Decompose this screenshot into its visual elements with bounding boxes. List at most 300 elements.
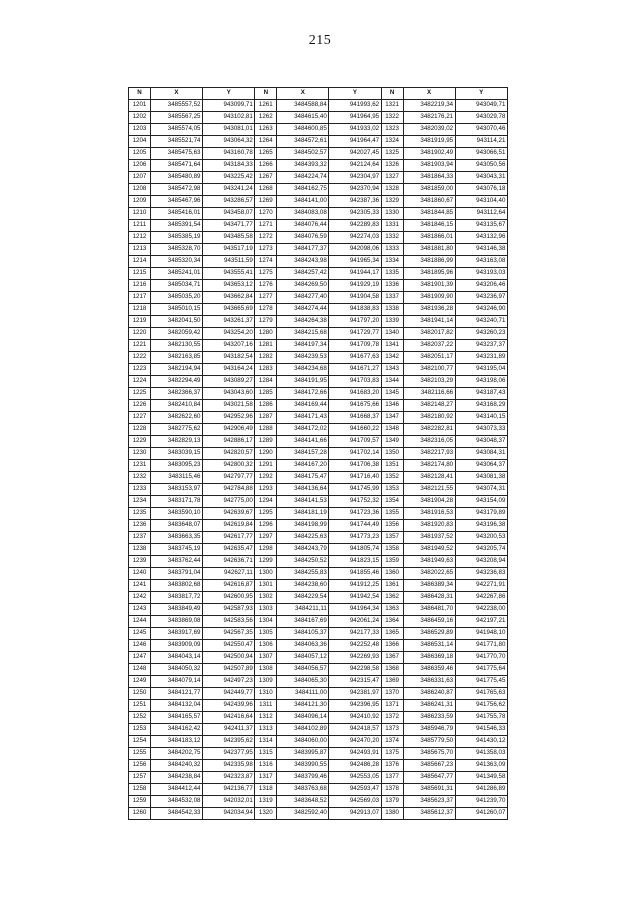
- cell-y: 943225,42: [203, 172, 255, 184]
- table-row: [129, 400, 508, 412]
- cell-y: 941823,15: [329, 556, 381, 568]
- table-row: [129, 424, 508, 436]
- cell-x: 3484239,53: [277, 352, 329, 364]
- cell-n: 1279: [255, 316, 277, 328]
- cell-n: 1260: [129, 808, 151, 820]
- cell-n: 1364: [381, 616, 403, 628]
- cell-n: 1278: [255, 304, 277, 316]
- cell-n: 1262: [255, 112, 277, 124]
- cell-x: 3484240,32: [151, 760, 203, 772]
- cell-x: 3485391,54: [151, 220, 203, 232]
- cell-x: 3481866,01: [403, 232, 455, 244]
- cell-y: 941904,58: [329, 292, 381, 304]
- cell-y: 942470,20: [329, 736, 381, 748]
- cell-y: 941756,62: [455, 700, 507, 712]
- cell-x: 3486428,31: [403, 592, 455, 604]
- cell-x: 3485385,19: [151, 232, 203, 244]
- cell-n: 1348: [381, 424, 403, 436]
- cell-n: 1217: [129, 292, 151, 304]
- cell-n: 1307: [255, 652, 277, 664]
- table-row: [129, 520, 508, 532]
- cell-y: 941964,47: [329, 136, 381, 148]
- cell-x: 3483799,46: [277, 772, 329, 784]
- cell-x: 3485612,37: [403, 808, 455, 820]
- cell-n: 1342: [381, 352, 403, 364]
- cell-n: 1268: [255, 184, 277, 196]
- cell-y: 942820,57: [203, 448, 255, 460]
- cell-x: 3484076,44: [277, 220, 329, 232]
- cell-n: 1359: [381, 556, 403, 568]
- table-row: [129, 604, 508, 616]
- cell-y: 942500,94: [203, 652, 255, 664]
- cell-x: 3484234,68: [277, 364, 329, 376]
- cell-n: 1323: [381, 124, 403, 136]
- table-row: [129, 184, 508, 196]
- cell-y: 943070,46: [455, 124, 507, 136]
- cell-n: 1287: [255, 412, 277, 424]
- cell-y: 942639,67: [203, 508, 255, 520]
- cell-y: 943140,15: [455, 412, 507, 424]
- cell-x: 3482130,55: [151, 340, 203, 352]
- cell-x: 3485034,71: [151, 280, 203, 292]
- cell-y: 941709,57: [329, 436, 381, 448]
- cell-y: 942569,03: [329, 796, 381, 808]
- cell-n: 1321: [381, 100, 403, 112]
- cell-n: 1357: [381, 532, 403, 544]
- cell-n: 1343: [381, 364, 403, 376]
- cell-y: 943555,41: [203, 268, 255, 280]
- cell-n: 1353: [381, 484, 403, 496]
- cell-x: 3485472,98: [151, 184, 203, 196]
- cell-x: 3483648,07: [151, 520, 203, 532]
- table-row: [129, 460, 508, 472]
- cell-x: 3484277,40: [277, 292, 329, 304]
- cell-y: 941752,32: [329, 496, 381, 508]
- cell-x: 3485521,74: [151, 136, 203, 148]
- cell-y: 943043,31: [455, 172, 507, 184]
- cell-n: 1378: [381, 784, 403, 796]
- cell-n: 1336: [381, 280, 403, 292]
- cell-x: 3486459,16: [403, 616, 455, 628]
- cell-n: 1250: [129, 688, 151, 700]
- cell-x: 3483909,09: [151, 640, 203, 652]
- table-row: [129, 364, 508, 376]
- cell-y: 943236,83: [455, 568, 507, 580]
- cell-y: 943104,40: [455, 196, 507, 208]
- cell-x: 3485416,01: [151, 208, 203, 220]
- cell-y: 942600,95: [203, 592, 255, 604]
- cell-y: 942486,28: [329, 760, 381, 772]
- cell-y: 943154,09: [455, 496, 507, 508]
- cell-x: 3484177,37: [277, 244, 329, 256]
- cell-x: 3484264,38: [277, 316, 329, 328]
- cell-n: 1222: [129, 352, 151, 364]
- cell-n: 1329: [381, 196, 403, 208]
- cell-n: 1358: [381, 544, 403, 556]
- cell-y: 941744,49: [329, 520, 381, 532]
- cell-x: 3482219,34: [403, 100, 455, 112]
- cell-x: 3485667,23: [403, 760, 455, 772]
- cell-y: 943081,01: [203, 124, 255, 136]
- cell-x: 3482622,60: [151, 412, 203, 424]
- cell-y: 941770,70: [455, 652, 507, 664]
- cell-x: 3483663,35: [151, 532, 203, 544]
- cell-x: 3485320,34: [151, 256, 203, 268]
- table-row: [129, 256, 508, 268]
- cell-n: 1263: [255, 124, 277, 136]
- cell-n: 1228: [129, 424, 151, 436]
- cell-x: 3482116,66: [403, 388, 455, 400]
- cell-x: 3484229,54: [277, 592, 329, 604]
- cell-n: 1285: [255, 388, 277, 400]
- cell-x: 3484076,59: [277, 232, 329, 244]
- cell-n: 1269: [255, 196, 277, 208]
- coordinates-table: [128, 87, 508, 820]
- cell-n: 1324: [381, 136, 403, 148]
- cell-x: 3484043,14: [151, 652, 203, 664]
- cell-y: 943231,89: [455, 352, 507, 364]
- cell-y: 941948,10: [455, 628, 507, 640]
- table-row: [129, 652, 508, 664]
- cell-y: 941993,62: [329, 100, 381, 112]
- table-body: [129, 100, 508, 820]
- cell-x: 3485691,31: [403, 784, 455, 796]
- table-row: [129, 316, 508, 328]
- table-row: [129, 484, 508, 496]
- cell-n: 1377: [381, 772, 403, 784]
- cell-y: 942507,89: [203, 664, 255, 676]
- cell-y: 943074,31: [455, 484, 507, 496]
- cell-y: 942304,97: [329, 172, 381, 184]
- cell-x: 3484165,57: [151, 712, 203, 724]
- cell-n: 1267: [255, 172, 277, 184]
- cell-y: 942305,33: [329, 208, 381, 220]
- cell-y: 941260,07: [455, 808, 507, 820]
- table-row: [129, 700, 508, 712]
- cell-n: 1205: [129, 148, 151, 160]
- cell-n: 1298: [255, 544, 277, 556]
- cell-y: 942269,93: [329, 652, 381, 664]
- cell-n: 1302: [255, 592, 277, 604]
- cell-y: 942395,62: [203, 736, 255, 748]
- cell-n: 1236: [129, 520, 151, 532]
- cell-y: 941239,70: [455, 796, 507, 808]
- cell-y: 943485,58: [203, 232, 255, 244]
- cell-x: 3483745,19: [151, 544, 203, 556]
- cell-n: 1372: [381, 712, 403, 724]
- cell-y: 941729,77: [329, 328, 381, 340]
- cell-n: 1286: [255, 400, 277, 412]
- cell-y: 943064,32: [203, 136, 255, 148]
- cell-x: 3483990,55: [277, 760, 329, 772]
- header-n-1: N: [129, 88, 151, 100]
- cell-y: 943102,81: [203, 112, 255, 124]
- cell-n: 1249: [129, 676, 151, 688]
- cell-x: 3484060,00: [277, 736, 329, 748]
- cell-n: 1251: [129, 700, 151, 712]
- cell-x: 3482017,82: [403, 328, 455, 340]
- table-row: [129, 280, 508, 292]
- cell-x: 3482103,29: [403, 376, 455, 388]
- cell-n: 1212: [129, 232, 151, 244]
- cell-y: 941805,74: [329, 544, 381, 556]
- cell-x: 3482366,37: [151, 388, 203, 400]
- cell-n: 1210: [129, 208, 151, 220]
- cell-n: 1297: [255, 532, 277, 544]
- cell-x: 3484243,98: [277, 256, 329, 268]
- cell-x: 3484141,66: [277, 436, 329, 448]
- table-row: [129, 472, 508, 484]
- header-x-1: X: [151, 88, 203, 100]
- cell-x: 3483917,69: [151, 628, 203, 640]
- cell-y: 942416,64: [203, 712, 255, 724]
- cell-n: 1246: [129, 640, 151, 652]
- cell-n: 1218: [129, 304, 151, 316]
- cell-y: 942098,06: [329, 244, 381, 256]
- cell-y: 943064,37: [455, 460, 507, 472]
- cell-y: 942583,56: [203, 616, 255, 628]
- table-row: [129, 748, 508, 760]
- cell-y: 943084,31: [455, 448, 507, 460]
- cell-n: 1351: [381, 460, 403, 472]
- cell-y: 941775,64: [455, 664, 507, 676]
- cell-x: 3484197,34: [277, 340, 329, 352]
- table-row: [129, 580, 508, 592]
- cell-y: 941838,83: [329, 304, 381, 316]
- cell-n: 1233: [129, 484, 151, 496]
- table-row: [129, 208, 508, 220]
- cell-y: 941706,38: [329, 460, 381, 472]
- cell-x: 3484183,12: [151, 736, 203, 748]
- cell-n: 1235: [129, 508, 151, 520]
- table-row: [129, 508, 508, 520]
- cell-x: 3483762,44: [151, 556, 203, 568]
- cell-n: 1276: [255, 280, 277, 292]
- cell-y: 942411,37: [203, 724, 255, 736]
- cell-x: 3484121,30: [277, 700, 329, 712]
- cell-x: 3484225,63: [277, 532, 329, 544]
- header-n-2: N: [255, 88, 277, 100]
- cell-x: 3485480,89: [151, 172, 203, 184]
- cell-x: 3484502,57: [277, 148, 329, 160]
- cell-x: 3481895,96: [403, 268, 455, 280]
- cell-n: 1225: [129, 388, 151, 400]
- cell-n: 1315: [255, 748, 277, 760]
- cell-n: 1232: [129, 472, 151, 484]
- cell-n: 1255: [129, 748, 151, 760]
- table-row: [129, 148, 508, 160]
- cell-x: 3484102,89: [277, 724, 329, 736]
- cell-y: 943237,37: [455, 340, 507, 352]
- cell-y: 943241,24: [203, 184, 255, 196]
- cell-n: 1332: [381, 232, 403, 244]
- cell-n: 1296: [255, 520, 277, 532]
- cell-n: 1367: [381, 652, 403, 664]
- cell-x: 3484238,84: [151, 772, 203, 784]
- cell-y: 942381,97: [329, 688, 381, 700]
- header-n-3: N: [381, 88, 403, 100]
- cell-x: 3484167,69: [277, 616, 329, 628]
- cell-x: 3481903,94: [403, 160, 455, 172]
- cell-x: 3484255,83: [277, 568, 329, 580]
- cell-n: 1273: [255, 244, 277, 256]
- cell-y: 943099,71: [203, 100, 255, 112]
- cell-y: 942410,92: [329, 712, 381, 724]
- cell-n: 1213: [129, 244, 151, 256]
- cell-y: 941933,02: [329, 124, 381, 136]
- cell-x: 3484175,47: [277, 472, 329, 484]
- cell-y: 943050,56: [455, 160, 507, 172]
- cell-y: 943254,20: [203, 328, 255, 340]
- cell-y: 942238,00: [455, 604, 507, 616]
- table-row: [129, 112, 508, 124]
- cell-n: 1293: [255, 484, 277, 496]
- cell-y: 941755,78: [455, 712, 507, 724]
- cell-n: 1244: [129, 616, 151, 628]
- cell-n: 1280: [255, 328, 277, 340]
- table-row: [129, 688, 508, 700]
- table-row: [129, 292, 508, 304]
- cell-y: 943160,78: [203, 148, 255, 160]
- cell-n: 1243: [129, 604, 151, 616]
- cell-x: 3484615,40: [277, 112, 329, 124]
- cell-y: 943114,21: [455, 136, 507, 148]
- cell-y: 941965,34: [329, 256, 381, 268]
- cell-x: 3486233,59: [403, 712, 455, 724]
- cell-x: 3484542,33: [151, 808, 203, 820]
- cell-x: 3483763,68: [277, 784, 329, 796]
- cell-x: 3484198,99: [277, 520, 329, 532]
- cell-x: 3484172,02: [277, 424, 329, 436]
- cell-x: 3485946,79: [403, 724, 455, 736]
- cell-n: 1275: [255, 268, 277, 280]
- cell-y: 942952,96: [203, 412, 255, 424]
- cell-y: 942396,95: [329, 700, 381, 712]
- cell-n: 1347: [381, 412, 403, 424]
- cell-n: 1339: [381, 316, 403, 328]
- cell-n: 1226: [129, 400, 151, 412]
- cell-n: 1352: [381, 472, 403, 484]
- cell-y: 942335,98: [203, 760, 255, 772]
- cell-n: 1292: [255, 472, 277, 484]
- table-row: [129, 796, 508, 808]
- table-row: [129, 268, 508, 280]
- cell-n: 1202: [129, 112, 151, 124]
- cell-n: 1254: [129, 736, 151, 748]
- cell-y: 942418,57: [329, 724, 381, 736]
- cell-x: 3482037,22: [403, 340, 455, 352]
- cell-x: 3484162,75: [277, 184, 329, 196]
- cell-x: 3482194,94: [151, 364, 203, 376]
- cell-x: 3486241,31: [403, 700, 455, 712]
- cell-x: 3482148,27: [403, 400, 455, 412]
- cell-x: 3485471,64: [151, 160, 203, 172]
- table-row: [129, 664, 508, 676]
- cell-y: 943196,38: [455, 520, 507, 532]
- cell-n: 1256: [129, 760, 151, 772]
- cell-x: 3484132,04: [151, 700, 203, 712]
- cell-n: 1252: [129, 712, 151, 724]
- cell-n: 1331: [381, 220, 403, 232]
- table-row: [129, 136, 508, 148]
- cell-n: 1379: [381, 796, 403, 808]
- cell-y: 943193,03: [455, 268, 507, 280]
- cell-n: 1360: [381, 568, 403, 580]
- cell-x: 3484121,77: [151, 688, 203, 700]
- cell-y: 942439,96: [203, 700, 255, 712]
- cell-x: 3484243,79: [277, 544, 329, 556]
- cell-n: 1301: [255, 580, 277, 592]
- cell-n: 1231: [129, 460, 151, 472]
- cell-n: 1208: [129, 184, 151, 196]
- cell-x: 3484079,14: [151, 676, 203, 688]
- cell-n: 1242: [129, 592, 151, 604]
- cell-n: 1344: [381, 376, 403, 388]
- cell-n: 1330: [381, 208, 403, 220]
- cell-y: 942550,47: [203, 640, 255, 652]
- cell-x: 3485623,37: [403, 796, 455, 808]
- cell-n: 1234: [129, 496, 151, 508]
- table-row: [129, 628, 508, 640]
- table-row: [129, 532, 508, 544]
- cell-y: 942497,23: [203, 676, 255, 688]
- cell-x: 3484172,66: [277, 388, 329, 400]
- cell-y: 942252,48: [329, 640, 381, 652]
- cell-y: 942298,58: [329, 664, 381, 676]
- cell-x: 3484141,00: [277, 196, 329, 208]
- cell-n: 1335: [381, 268, 403, 280]
- cell-y: 941677,63: [329, 352, 381, 364]
- cell-n: 1369: [381, 676, 403, 688]
- cell-y: 943066,51: [455, 148, 507, 160]
- cell-x: 3481881,80: [403, 244, 455, 256]
- cell-y: 942027,45: [329, 148, 381, 160]
- table-row: [129, 172, 508, 184]
- cell-x: 3484274,44: [277, 304, 329, 316]
- cell-x: 3485467,96: [151, 196, 203, 208]
- table-row: [129, 736, 508, 748]
- cell-x: 3481920,83: [403, 520, 455, 532]
- cell-x: 3482410,84: [151, 400, 203, 412]
- cell-n: 1370: [381, 688, 403, 700]
- cell-x: 3484257,42: [277, 268, 329, 280]
- cell-x: 3484167,20: [277, 460, 329, 472]
- cell-y: 942177,33: [329, 628, 381, 640]
- cell-n: 1229: [129, 436, 151, 448]
- table-row: [129, 448, 508, 460]
- cell-x: 3481941,14: [403, 316, 455, 328]
- cell-x: 3484532,08: [151, 796, 203, 808]
- cell-x: 3485675,70: [403, 748, 455, 760]
- table-row: [129, 568, 508, 580]
- cell-y: 941683,20: [329, 388, 381, 400]
- cell-y: 943076,18: [455, 184, 507, 196]
- table-row: [129, 772, 508, 784]
- cell-y: 942913,07: [329, 808, 381, 820]
- cell-y: 943048,37: [455, 436, 507, 448]
- cell-y: 942553,05: [329, 772, 381, 784]
- cell-x: 3485574,05: [151, 124, 203, 136]
- cell-n: 1209: [129, 196, 151, 208]
- cell-x: 3484600,85: [277, 124, 329, 136]
- cell-x: 3484169,44: [277, 400, 329, 412]
- cell-y: 942315,47: [329, 676, 381, 688]
- header-y-3: Y: [455, 88, 507, 100]
- cell-x: 3484136,64: [277, 484, 329, 496]
- cell-x: 3483590,10: [151, 508, 203, 520]
- cell-x: 3484269,50: [277, 280, 329, 292]
- cell-n: 1362: [381, 592, 403, 604]
